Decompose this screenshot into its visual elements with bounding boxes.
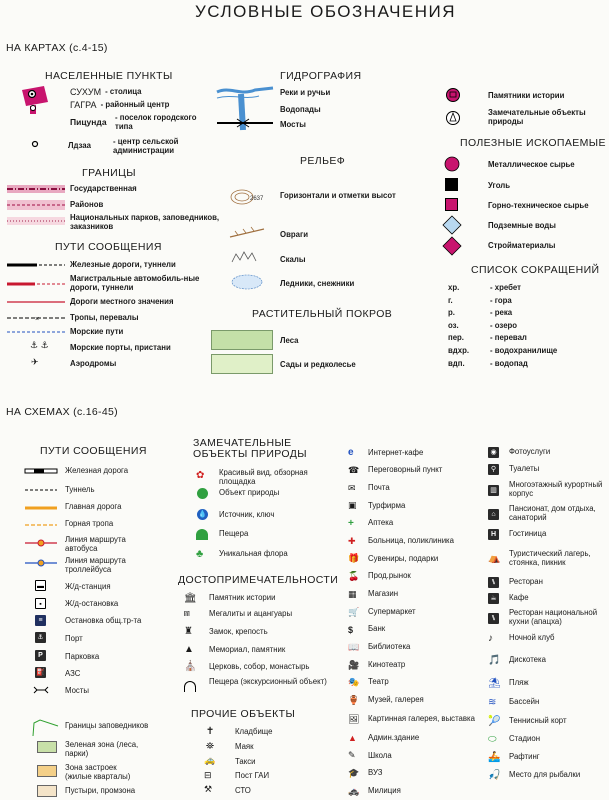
settlement-desc: - столица <box>105 87 142 96</box>
local-road-icon <box>7 299 65 305</box>
border-label: Национальных парков, заповедников, заказников <box>70 213 220 231</box>
library-icon: 📖 <box>348 641 360 652</box>
service-label: Милиция <box>368 785 401 795</box>
service-item <box>348 729 488 747</box>
abbrev-full: - озеро <box>490 320 518 330</box>
sight-label: Мемориал, памятник <box>209 645 286 654</box>
history-monument-icon <box>445 87 461 103</box>
university-icon: 🎓 <box>348 768 360 779</box>
zone-label: Пустыри, промзона <box>65 786 136 795</box>
tourism-item <box>488 444 606 461</box>
tourism-label: Дискотека <box>509 654 546 664</box>
hydro-header: ГИДРОГРАФИЯ <box>280 70 362 82</box>
service-item <box>348 639 488 657</box>
service-item <box>348 603 488 621</box>
nature-label: Источник, ключ <box>219 510 275 519</box>
mineral-label: Подземные воды <box>488 221 556 230</box>
abbrev-row <box>448 345 598 358</box>
service-label: Картинная галерея, выставка <box>368 714 475 724</box>
church-icon: ⛪ <box>184 661 197 672</box>
settlement-name: Пицунда <box>70 117 107 127</box>
service-label: Музей, галерея <box>368 695 424 705</box>
relief-header: РЕЛЬЕФ <box>300 155 346 167</box>
settlement-desc: - центр сельской администрации <box>113 137 179 155</box>
tourism-label: Гостиница <box>509 529 547 539</box>
route-label: Морские пути <box>70 327 124 336</box>
service-item <box>348 782 488 800</box>
sight-label: Пещера (экскурсионный объект) <box>209 677 327 686</box>
mineral-label: Уголь <box>488 181 511 190</box>
border-label: Государственная <box>70 184 137 193</box>
services-list <box>348 444 488 800</box>
relief-label: Ледники, снежники <box>280 279 355 288</box>
bus-route-icon <box>24 538 58 548</box>
tourism-item <box>488 478 606 502</box>
tourism-item <box>488 574 606 591</box>
village-icon <box>31 140 39 148</box>
nature-header: ЗАМЕЧАТЕЛЬНЫЕ ОБЪЕКТЫ ПРИРОДЫ <box>193 437 307 460</box>
stadium-icon: ⬭ <box>488 733 497 745</box>
nature-label: Объект природы <box>219 488 280 497</box>
border-state-icon <box>7 183 65 195</box>
abbrev-short: вдхр. <box>448 345 470 355</box>
sight-label: Замок, крепость <box>209 627 268 636</box>
route-label: Морские порты, пристани <box>70 343 171 352</box>
abbrev-row <box>448 307 598 320</box>
sea-route-icon <box>7 329 65 335</box>
tourism-label: Стадион <box>509 733 540 743</box>
settlement-desc: - районный центр <box>100 100 170 109</box>
tourism-label: Ночной клуб <box>509 633 555 643</box>
hospital-icon: ✚ <box>348 535 356 546</box>
border-district-icon <box>7 199 65 211</box>
route-scheme-label: Туннель <box>65 485 95 494</box>
routes-scheme-header: ПУТИ СООБЩЕНИЯ <box>40 445 147 457</box>
zone-label: Зона застроек (жилые кварталы) <box>65 763 131 781</box>
abbrev-full: - водопад <box>490 358 528 368</box>
tourism-item <box>488 712 606 730</box>
service-item <box>348 656 488 674</box>
ravine-icon <box>228 225 268 241</box>
tourism-item <box>488 606 606 630</box>
sight-label: Мегалиты и ацангуары <box>209 609 293 618</box>
route-label: Магистральные автомобиль-ные дороги, туннели <box>70 274 200 292</box>
nature-label: Красивый вид, обзорная площадка <box>219 468 308 486</box>
parking-icon: P <box>35 650 46 661</box>
service-station-icon: ⚒ <box>204 784 213 794</box>
route-scheme-label: Железная дорога <box>65 466 129 475</box>
airport-icon: ✈ <box>31 357 39 367</box>
cave-excursion-icon <box>184 681 196 692</box>
service-label: Интернет-кафе <box>368 447 424 457</box>
service-item <box>348 747 488 765</box>
history-monument-scheme-icon: 🏛 <box>184 593 197 604</box>
tourism-label: Ресторан <box>509 577 543 587</box>
minerals-header: ПОЛЕЗНЫЕ ИСКОПАЕМЫЕ <box>460 137 606 149</box>
elevation-mark: 2637 <box>250 196 264 202</box>
tourism-label: Ресторан национальной кухни (апацха) <box>509 608 598 626</box>
fishing-icon: 🎣 <box>488 769 501 781</box>
toilet-icon: ⚲ <box>488 464 499 475</box>
service-label: Прод.рынок <box>368 571 411 581</box>
theater-icon: 🎭 <box>348 677 360 688</box>
bank-icon: $ <box>348 624 354 635</box>
service-label: Больница, поликлиника <box>368 535 454 545</box>
tourism-item <box>488 748 606 766</box>
route-label: Тропы, перевалы <box>70 313 139 322</box>
settlement-name: Лдзаа <box>68 141 91 150</box>
relief-label: Овраги <box>280 230 308 239</box>
service-label: Переговорный пункт <box>368 465 443 475</box>
museum-icon: 🏺 <box>348 694 360 705</box>
metal-ore-icon <box>443 155 461 173</box>
capital-icon <box>18 84 50 118</box>
national-restaurant-icon: ⑊ <box>488 613 499 624</box>
abbrev-full: - перевал <box>490 333 527 343</box>
tennis-icon: 🎾 <box>488 715 501 727</box>
other-header: ПРОЧИЕ ОБЪЕКТЫ <box>191 708 296 720</box>
disco-icon: 🎵 <box>488 654 501 666</box>
abbrev-full: - хребет <box>490 283 521 292</box>
shop-icon: ▦ <box>348 588 357 599</box>
relief-label: Скалы <box>280 255 306 264</box>
restaurant-icon: ⑊ <box>488 577 499 588</box>
forest-swatch <box>211 330 273 350</box>
abbrev-short: р. <box>448 308 455 318</box>
tourism-item <box>488 647 606 673</box>
other-label: Маяк <box>235 742 254 751</box>
service-label: Библиотека <box>368 642 411 652</box>
abbrev-row <box>448 358 598 371</box>
groundwater-icon <box>442 215 462 235</box>
cinema-icon: 🎥 <box>348 659 360 670</box>
night-club-icon: ♪ <box>488 633 493 644</box>
admin-building-icon: ▲ <box>348 733 357 744</box>
bridge-icon <box>33 684 49 694</box>
main-road-icon <box>24 504 58 512</box>
rafting-icon: 🚣 <box>488 751 501 763</box>
tourism-label: Кафе <box>509 593 529 603</box>
nature-label: Уникальная флора <box>219 549 288 558</box>
tourism-item <box>488 766 606 784</box>
contour-icon <box>228 186 278 208</box>
internet-cafe-icon: e <box>348 447 354 459</box>
borders-header: ГРАНИЦЫ <box>82 167 136 179</box>
service-label: Магазин <box>368 589 399 599</box>
service-item <box>348 692 488 710</box>
school-icon: ✎ <box>348 750 356 761</box>
cafe-icon: ☕ <box>488 593 499 604</box>
service-item <box>348 621 488 639</box>
railway-scheme-icon <box>24 467 58 475</box>
abbrev-short: вдп. <box>448 358 465 368</box>
monument-label: Замечательные объекты природы <box>488 108 586 126</box>
souvenir-icon: 🎁 <box>348 553 360 564</box>
tourism-label: Место для рыбалки <box>509 769 581 779</box>
abbrev-row <box>448 320 598 333</box>
lighthouse-icon: ⛯ <box>206 741 214 752</box>
taxi-icon: 🚕 <box>204 755 216 765</box>
art-gallery-icon: 🖼 <box>348 713 360 724</box>
service-label: Турфирма <box>368 500 406 510</box>
abbrev-short: хр. <box>448 283 460 292</box>
relief-label: Горизонтали и отметки высот <box>280 191 396 200</box>
train-stop-icon: ▪ <box>35 598 46 609</box>
tourism-label: Туристический лагерь, стоянка, пикник <box>509 548 591 567</box>
mineral-label: Стройматериалы <box>488 241 556 250</box>
sanatorium-icon: ⌂ <box>488 509 499 520</box>
photo-icon: ◉ <box>488 447 499 458</box>
service-label: ВУЗ <box>368 768 383 778</box>
tourism-label: Туалеты <box>509 464 540 474</box>
viewpoint-icon: ✿ <box>196 470 205 481</box>
trail-icon <box>7 314 65 322</box>
wasteland-swatch <box>37 785 57 797</box>
railway-icon <box>7 261 65 269</box>
service-item <box>348 709 488 729</box>
border-label: Районов <box>70 200 104 209</box>
hotel-icon: H <box>488 529 499 540</box>
route-scheme-label: Порт <box>65 634 83 643</box>
service-item <box>348 568 488 586</box>
route-scheme-label: Линия маршрута троллейбуса <box>65 556 126 574</box>
other-label: Пост ГАИ <box>235 771 270 780</box>
garden-swatch <box>211 354 273 374</box>
zone-label: Зеленая зона (леса, парки) <box>65 740 139 758</box>
abbrev-short: оз. <box>448 320 459 330</box>
route-scheme-label: Линия маршрута автобуса <box>65 535 126 553</box>
memorial-icon: ▲ <box>184 644 194 655</box>
sight-label: Церковь, собор, монастырь <box>209 662 310 671</box>
service-item <box>348 550 488 568</box>
nature-object-icon <box>445 110 461 126</box>
supermarket-icon: 🛒 <box>348 606 360 617</box>
hydro-label: Мосты <box>280 120 306 129</box>
tourism-label: Теннисный корт <box>509 715 567 725</box>
police-icon: 🚓 <box>348 785 360 796</box>
route-label: Дороги местного значения <box>70 297 174 306</box>
gas-station-icon: ⛽ <box>36 669 45 676</box>
service-label: Банк <box>368 624 386 634</box>
tourism-label: Фотоуслуги <box>509 447 551 457</box>
tourism-item <box>488 630 606 647</box>
mail-icon: ✉ <box>348 482 356 493</box>
nature-object-scheme-icon <box>197 488 208 499</box>
trolley-route-icon <box>24 558 58 568</box>
route-scheme-label: Ж/д-остановка <box>65 599 119 608</box>
service-item <box>348 586 488 604</box>
abbrev-row <box>448 295 598 308</box>
tourism-label: Пансионат, дом отдыха, санаторий <box>509 504 596 522</box>
glacier-icon <box>230 273 264 291</box>
svg-text:×: × <box>35 316 40 322</box>
abbrev-short: пер. <box>448 333 464 343</box>
hydro-label: Водопады <box>280 105 321 114</box>
service-item <box>348 497 488 515</box>
tourism-item <box>488 673 606 693</box>
service-item <box>348 674 488 692</box>
tourism-item <box>488 502 606 526</box>
reserve-border-icon <box>30 718 60 738</box>
abbrev-list <box>448 282 598 370</box>
service-label: Кинотеатр <box>368 659 406 669</box>
settlement-district <box>70 101 169 110</box>
settlement-desc: - поселок городского типа <box>115 113 197 131</box>
coal-icon <box>445 178 458 191</box>
megalith-icon: ⩎ <box>184 608 190 619</box>
mining-raw-icon <box>445 198 458 211</box>
vegetation-label: Сады и редколесье <box>280 360 356 369</box>
traffic-police-icon: ⊟ <box>204 770 212 780</box>
highway-icon <box>7 280 65 288</box>
settlements-header: НАСЕЛЕННЫЕ ПУНКТЫ <box>45 70 173 82</box>
maps-section-title: НА КАРТАХ (с.4-15) <box>6 42 108 54</box>
sight-label: Памятник истории <box>209 593 276 602</box>
cave-icon <box>196 529 208 540</box>
schemes-section-title: НА СХЕМАХ (с.16-45) <box>6 406 118 418</box>
vegetation-header: РАСТИТЕЛЬНЫЙ ПОКРОВ <box>252 308 393 320</box>
tourism-label: Бассейн <box>509 697 540 707</box>
monument-label: Памятники истории <box>488 91 565 100</box>
green-zone-swatch <box>37 741 57 753</box>
service-label: Админ.здание <box>368 732 420 742</box>
service-item <box>348 479 488 497</box>
zone-label: Границы заповедников <box>65 721 149 730</box>
cliff-icon <box>230 250 260 264</box>
mountain-trail-icon <box>24 521 58 529</box>
train-station-icon: ▬ <box>35 580 46 591</box>
routes-map-header: ПУТИ СООБЩЕНИЯ <box>55 241 162 253</box>
service-item <box>348 532 488 550</box>
phone-icon: ☎ <box>348 465 360 476</box>
tourism-item <box>488 693 606 712</box>
abbrev-row <box>448 332 598 345</box>
tourism-item <box>488 591 606 606</box>
other-label: Такси <box>235 757 256 766</box>
cemetery-icon: ✝ <box>206 726 215 737</box>
mineral-label: Горно-техническое сырье <box>488 201 589 210</box>
service-item <box>348 444 488 462</box>
pharmacy-icon: + <box>348 518 354 530</box>
abbrev-full: - гора <box>490 295 512 305</box>
settlement-name: ГАГРА <box>70 100 97 110</box>
service-item <box>348 515 488 533</box>
settlement-capital <box>70 88 142 97</box>
service-label: Супермаркет <box>368 606 416 616</box>
abbrev-full: - река <box>490 308 513 318</box>
route-scheme-label: Главная дорога <box>65 502 122 511</box>
building-materials-icon <box>442 236 462 256</box>
service-label: Театр <box>368 677 389 687</box>
service-label: Почта <box>368 482 390 492</box>
tourism-item <box>488 543 606 574</box>
route-label: Железные дороги, туннели <box>70 260 176 269</box>
resort-building-icon: ▥ <box>488 485 499 496</box>
port-scheme-icon: ⚓ <box>35 632 46 643</box>
pool-icon: ≋ <box>488 697 497 708</box>
camp-icon: ⛺ <box>488 553 501 564</box>
service-item <box>348 765 488 783</box>
abbrev-full: - водохранилище <box>490 345 558 355</box>
service-label: Школа <box>368 750 392 760</box>
abbrev-row <box>448 282 598 295</box>
settlement-name: СУХУМ <box>70 87 102 97</box>
service-label: Сувениры, подарки <box>368 553 439 563</box>
hydro-label: Реки и ручьи <box>280 88 331 97</box>
tourism-item <box>488 730 606 748</box>
tunnel-icon <box>24 486 58 494</box>
transit-stop-icon: ≡ <box>35 615 46 626</box>
river-icon <box>215 82 275 134</box>
route-scheme-label: Ж/д-станция <box>65 582 111 591</box>
tourism-list <box>488 444 606 784</box>
other-label: Кладбище <box>235 727 273 736</box>
route-scheme-label: АЗС <box>65 669 81 678</box>
route-label: Аэродромы <box>70 359 117 368</box>
border-park-icon <box>7 215 65 227</box>
abbrev-header: СПИСОК СОКРАЩЕНИЙ <box>471 264 600 276</box>
vegetation-label: Леса <box>280 336 299 345</box>
castle-icon: ♜ <box>184 626 193 637</box>
sights-header: ДОСТОПРИМЕЧАТЕЛЬНОСТИ <box>178 574 339 586</box>
travel-agency-icon: ▣ <box>348 500 357 511</box>
service-label: Аптека <box>368 518 394 528</box>
other-label: СТО <box>235 786 251 795</box>
tourism-item <box>488 526 606 543</box>
tourism-label: Многоэтажный курортный корпус <box>509 480 603 498</box>
abbrev-short: г. <box>448 295 453 305</box>
beach-icon: ⛱ <box>488 677 501 689</box>
route-scheme-label: Мосты <box>65 686 89 695</box>
page-title: УСЛОВНЫЕ ОБОЗНАЧЕНИЯ <box>195 2 457 21</box>
tourism-label: Рафтинг <box>509 751 540 761</box>
built-zone-swatch <box>37 765 57 777</box>
tourism-label: Пляж <box>509 677 529 687</box>
market-icon: 🍒 <box>348 571 360 582</box>
route-scheme-label: Горная тропа <box>65 519 114 528</box>
flora-icon: ♣ <box>196 548 204 560</box>
mineral-label: Металлическое сырье <box>488 160 575 169</box>
tourism-item <box>488 461 606 478</box>
route-scheme-label: Остановка общ.тр-та <box>65 616 142 625</box>
spring-icon: 💧 <box>198 511 207 518</box>
nature-label: Пещера <box>219 529 249 538</box>
route-scheme-label: Парковка <box>65 652 100 661</box>
port-icon: ⚓ ⚓ <box>30 340 49 350</box>
service-item <box>348 462 488 480</box>
